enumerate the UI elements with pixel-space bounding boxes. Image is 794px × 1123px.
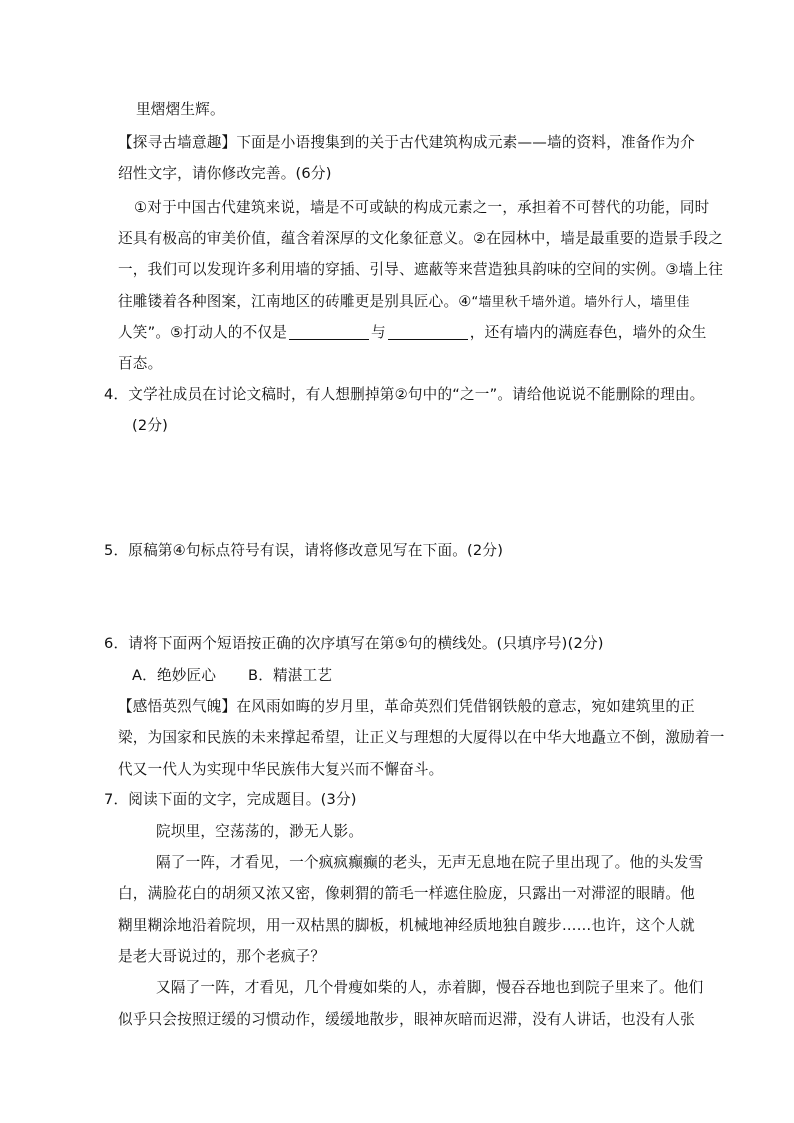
section-hero-line-2: 梁，为国家和民族的未来撑起希望，让正义与理想的大厦得以在中华大地矗立不倒，激励着一	[118, 729, 725, 746]
answer-blank-2[interactable]	[388, 325, 468, 340]
passage-line-1: ①对于中国古代建筑来说，墙是不可或缺的构成元素之一，承担着不可替代的功能，同时	[134, 199, 710, 216]
passage-line-5-a: 人笑”。⑤打动人的不仅是	[118, 324, 287, 341]
reading-p2-line-4: 是老大哥说过的，那个老疯子？	[118, 948, 326, 965]
section-hero-line-1	[118, 697, 695, 717]
section-wall-intro-a: 下面是小语搜集到的关于古代建筑构成元素——墙的资料，准备作为介	[236, 134, 695, 151]
question-7: 7．阅读下面的文字，完成题目。(3分)	[104, 791, 357, 808]
reading-p2-line-2: 白，满脸花白的胡须又浓又密，像刺猬的箭毛一样遮住脸庞，只露出一对滞涩的眼睛。他	[118, 885, 695, 902]
question-5: 5．原稿第④句标点符号有误，请将修改意见写在下面。(2分)	[104, 542, 504, 559]
passage-line-3: 一，我们可以发现许多利用墙的穿插、引导、遮蔽等来营造独具韵味的空间的实例。③墙上往	[118, 261, 724, 278]
reading-p1: 院坝里，空荡荡的，渺无人影。	[156, 823, 364, 840]
section-hero-text-1: 在风雨如晦的岁月里，革命英烈们凭借钢铁般的意志，宛如建筑里的正	[236, 698, 695, 715]
section-wall-heading: 【探寻古墙意趣】	[118, 134, 237, 151]
option-a: A．绝妙匠心	[132, 667, 217, 684]
passage-line-5-c: ，还有墙内的满庭春色，墙外的众生	[469, 324, 707, 341]
passage-line-2: 还具有极高的审美价值，蕴含着深厚的文化象征意义。②在园林中，墙是最重要的造景手段之	[118, 230, 724, 247]
passage-line-4-text: 往雕镂着各种图案，江南地区的砖雕更是别具匠心。④	[118, 293, 472, 310]
passage-line-5	[118, 323, 706, 343]
section-hero-line-3: 代又一代人为实现中华民族伟大复兴而不懈奋斗。	[118, 761, 444, 778]
question-4: 4．文学社成员在讨论文稿时，有人想删掉第②句中的“之一”。请给他说说不能删除的理由。	[104, 386, 705, 403]
question-4-score: (2分)	[132, 417, 169, 434]
passage-line-4	[118, 292, 690, 313]
answer-blank-1[interactable]	[289, 325, 369, 340]
section-hero-heading: 【感悟英烈气魄】	[118, 698, 237, 715]
passage-line-6: 百态。	[118, 355, 163, 372]
section-wall-intro-2: 绍性文字，请你修改完善。(6分)	[118, 165, 332, 182]
question-6: 6．请将下面两个短语按正确的次序填写在第⑤句的横线处。(只填序号)(2分)	[104, 635, 604, 652]
option-b: B．精湛工艺	[248, 667, 333, 684]
reading-p3-line-2: 似乎只会按照迂缓的习惯动作，缓缓地散步，眼神灰暗而迟滞，没有人讲话，也没有人张	[118, 1011, 695, 1028]
section-wall-intro-1	[118, 133, 695, 153]
reading-p2-line-1: 隔了一阵，才看见，一个疯疯癫癫的老头，无声无息地在院子里出现了。他的头发雪	[156, 854, 704, 871]
reading-p2-line-3: 糊里糊涂地沿着院坝，用一双枯黑的脚板，机械地神经质地独自踱步……也许，这个人就	[118, 917, 695, 934]
intro-tail: 里熠熠生辉。	[136, 101, 225, 118]
reading-p3-line-1: 又隔了一阵，才看见，几个骨瘦如柴的人，赤着脚，慢吞吞地也到院子里来了。他们	[156, 979, 704, 996]
passage-line-5-b: 与	[370, 324, 386, 341]
poem-quote: “墙里秋千墙外道。墙外行人，墙里佳	[471, 295, 690, 310]
